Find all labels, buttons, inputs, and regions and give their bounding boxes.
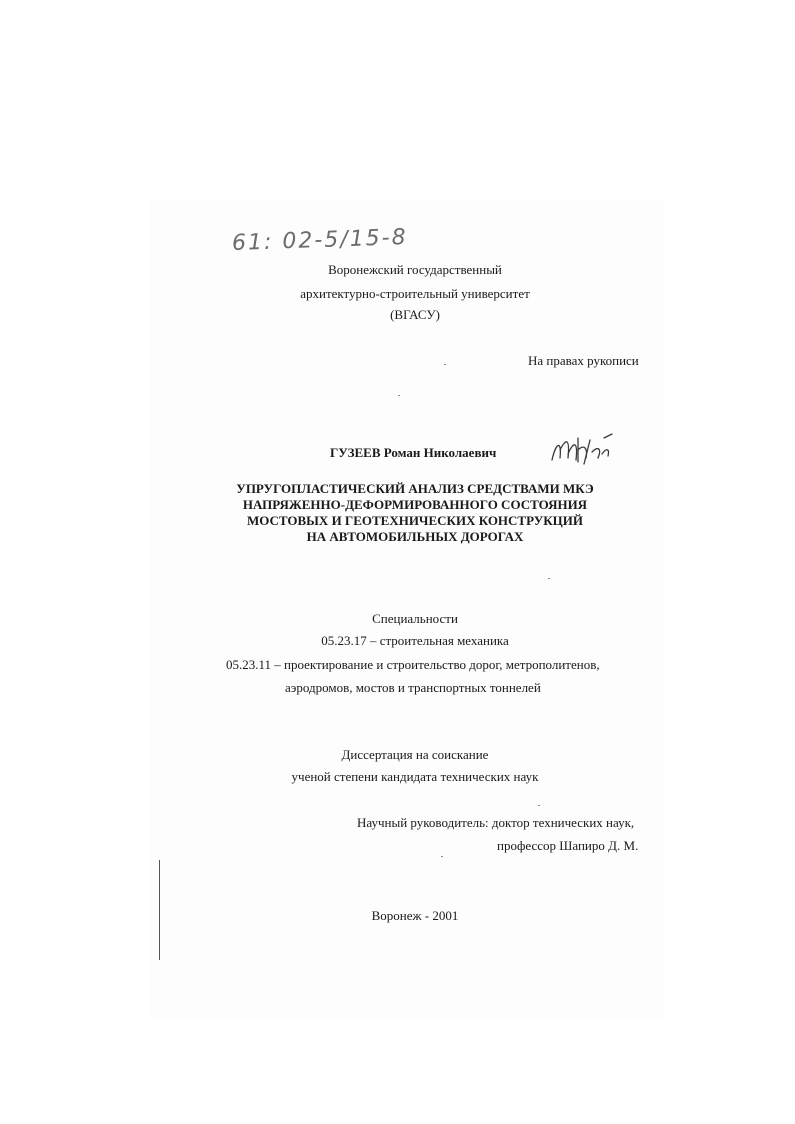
dissertation-line-2: ученой степени кандидата технических наук: [291, 769, 539, 784]
supervisor-line-1: Научный руководитель: доктор технических наук,: [357, 815, 635, 830]
city-year: Воронеж - 2001: [371, 908, 459, 923]
scan-margin-line: [159, 860, 160, 960]
specialties-heading: Специальности: [372, 611, 458, 626]
university-line-1: Воронежский государственный: [328, 262, 502, 277]
dissertation-line-1: Диссертация на соискание: [341, 747, 489, 762]
scan-speck: [441, 856, 443, 857]
title-line-4: НА АВТОМОБИЛЬНЫХ ДОРОГАХ: [306, 529, 524, 544]
signature-image: [548, 430, 618, 470]
scan-speck: [538, 805, 540, 806]
scan-speck: [398, 395, 400, 396]
title-line-2: НАПРЯЖЕННО-ДЕФОРМИРОВАННОГО СОСТОЯНИЯ: [242, 497, 588, 512]
scan-speck: [548, 578, 550, 579]
specialty-2-line-1: 05.23.11 – проектирование и строительство дорог, метрополитенов,: [226, 657, 600, 672]
scanned-region: [150, 200, 665, 1020]
title-line-3: МОСТОВЫХ И ГЕОТЕХНИЧЕСКИХ КОНСТРУКЦИЙ: [246, 513, 584, 528]
specialty-1: 05.23.17 – строительная механика: [321, 633, 509, 648]
archive-code-handwritten: 61: 02-5/15-8: [231, 224, 409, 257]
author-name: ГУЗЕЕВ Роман Николаевич: [330, 445, 497, 460]
university-line-2: архитектурно-строительный университет: [300, 286, 530, 301]
university-line-3: (ВГАСУ): [390, 307, 440, 322]
manuscript-rights: На правах рукописи: [528, 353, 639, 368]
title-line-1: УПРУГОПЛАСТИЧЕСКИЙ АНАЛИЗ СРЕДСТВАМИ МКЭ: [236, 481, 594, 496]
supervisor-line-2: профессор Шапиро Д. М.: [497, 838, 639, 853]
specialty-2-line-2: аэродромов, мостов и транспортных тоннелей: [285, 680, 541, 695]
scan-speck: [444, 364, 446, 365]
